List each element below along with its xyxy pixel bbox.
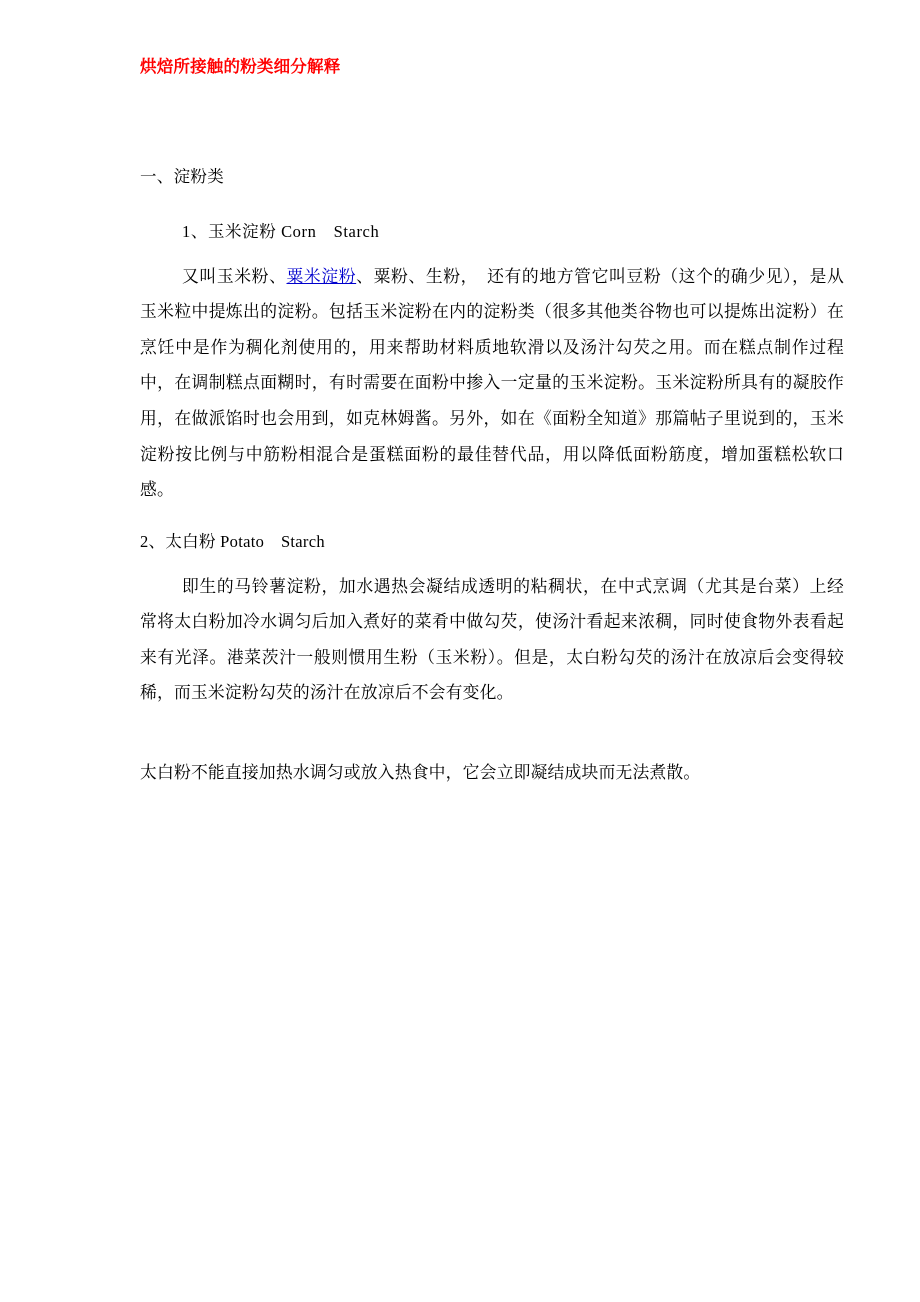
paragraph-corn-starch-rest: 、粟粉、生粉， 还有的地方管它叫豆粉（这个的确少见），是从玉米粒中提炼出的淀粉。包括玉米淀粉在内的淀粉类（很多其他类谷物也可以提炼出淀粉）在烹饪中是作为稠化剂使用的，用来帮助材料质地软滑以及汤汁勾芡之用。而在糕点制作过程中，在调制糕点面糊时，有时需要在面粉中掺入一定量的玉米淀粉。玉米淀粉所具有的凝胶作用，在做派馅时也会用到，如克林姆酱。另外，如在《面粉全知道》那篇帖子里说到的，玉米淀粉按比例与中筋粉相混合是蛋糕面粉的最佳替代品，用以降低面粉筋度，增加蛋糕松软口感。 <box>140 266 844 500</box>
paragraph-potato-starch: 即生的马铃薯淀粉，加水遇热会凝结成透明的粘稠状，在中式烹调（尤其是台菜）上经常将太白粉加冷水调匀后加入煮好的菜肴中做勾芡，使汤汁看起来浓稠，同时使食物外表看起来有光泽。港菜茨汁一般则惯用生粉（玉米粉）。但是，太白粉勾芡的汤汁在放凉后会变得较稀，而玉米淀粉勾芡的汤汁在放凉后不会有变化。 <box>140 576 844 703</box>
subsection-heading-corn-starch: 1、玉米淀粉 Corn Starch <box>182 221 380 241</box>
subsection-heading-potato-starch: 2、太白粉 Potato Starch <box>140 531 325 551</box>
page-title: 烘焙所接触的粉类细分解释 <box>140 58 341 76</box>
paragraph-corn-starch-lead: 又叫玉米粉、 <box>182 266 287 286</box>
title-spacer <box>140 79 844 165</box>
link-millet-starch[interactable]: 粟米淀粉 <box>286 266 357 286</box>
paragraph-gap <box>140 711 844 755</box>
closing-note: 太白粉不能直接加热水调匀或放入热食中，它会立即凝结成块而无法煮散。 <box>140 763 701 783</box>
paragraph-corn-starch <box>140 259 844 508</box>
section-heading: 一、淀粉类 <box>140 167 224 187</box>
